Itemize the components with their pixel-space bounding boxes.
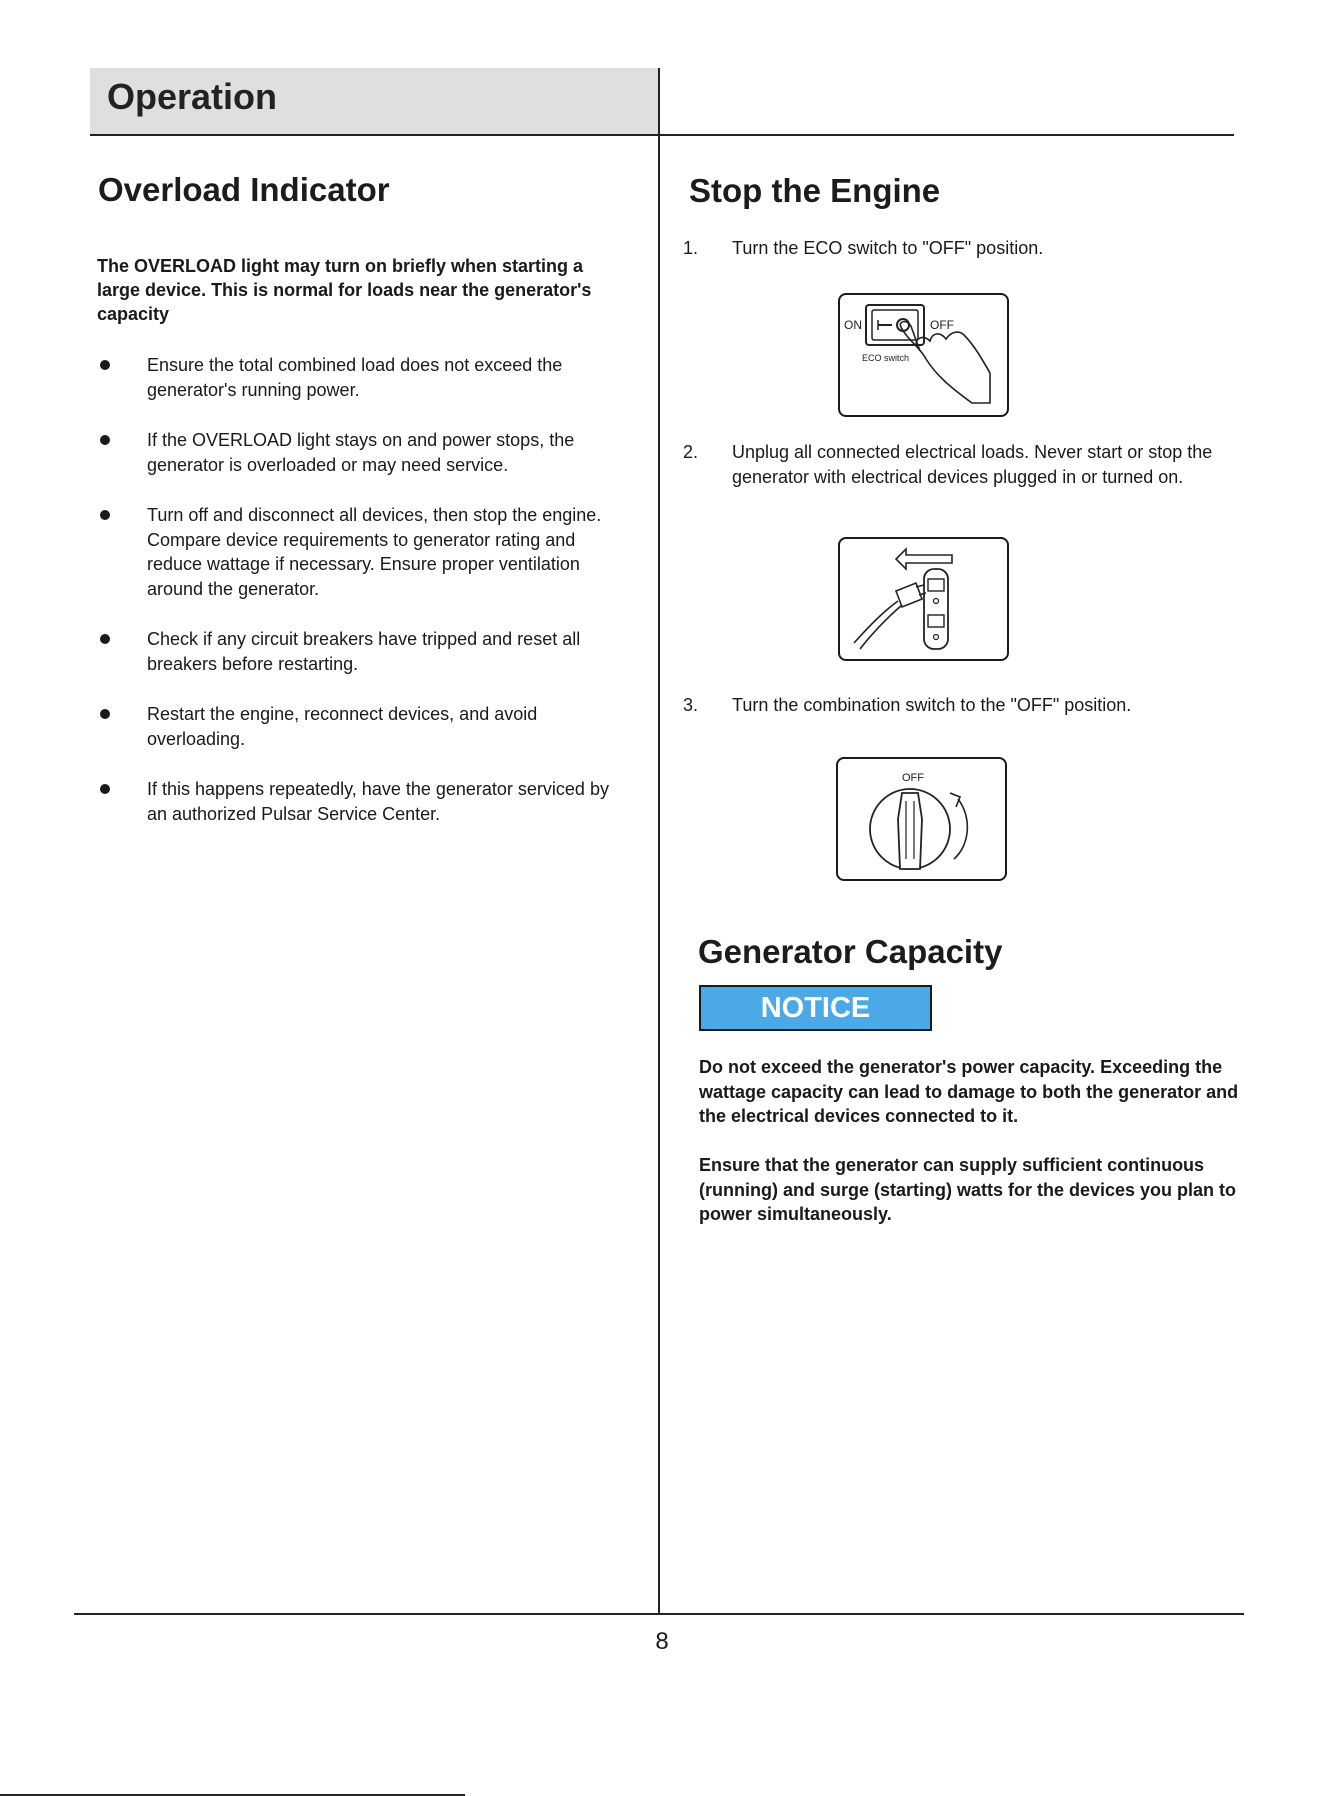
page-number: 8: [655, 1628, 669, 1655]
header-rule: [90, 134, 1234, 136]
generator-capacity-heading: Generator Capacity: [698, 933, 1003, 970]
bullet-text: Check if any circuit breakers have tripped and reset all breakers before restarting.: [147, 629, 581, 674]
notice-label: NOTICE: [760, 992, 871, 1024]
list-item: [97, 627, 617, 676]
notice-badge: [699, 985, 932, 1031]
bullet-text: If this happens repeatedly, have the generator serviced by an authorized Pulsar Service Center.: [147, 779, 609, 824]
step-text: Turn the combination switch to the "OFF" position.: [732, 695, 1132, 715]
combination-switch-illustration: [838, 759, 1004, 878]
overload-bullet-list: [97, 353, 617, 826]
step-number: 2.: [683, 442, 699, 462]
bullet-text: Ensure the total combined load does not exceed the generator's running power.: [147, 355, 563, 400]
eco-switch-illustration: [840, 295, 1006, 414]
notice-paragraph-1: Do not exceed the generator's power capacity. Exceeding the wattage capacity can lead to damage to both the generator and the electrical devices connected to it.: [699, 1057, 1239, 1126]
eco-on-label: ON: [844, 318, 862, 332]
step-text: Turn the ECO switch to "OFF" position.: [732, 238, 1044, 258]
list-item: [97, 702, 617, 751]
step-1: [683, 236, 1243, 262]
stop-engine-heading: Stop the Engine: [689, 172, 941, 209]
bullet-icon: [100, 435, 110, 445]
bullet-icon: [100, 784, 110, 794]
overload-lead-text: The OVERLOAD light may turn on briefly when starting a large device. This is normal for loads near the generator's capacity: [97, 256, 592, 324]
step-2: [683, 440, 1243, 520]
column-divider: [658, 68, 660, 1614]
notice-paragraph-2: Ensure that the generator can supply sufficient continuous (running) and surge (starting) watts for the devices you plan to power simultaneously.: [699, 1155, 1237, 1224]
unplug-illustration: [840, 539, 1006, 658]
list-item: [97, 777, 617, 826]
list-item: [97, 428, 617, 477]
step-text: Unplug all connected electrical loads. Never start or stop the generator with electrical devices plugged in or turned on.: [732, 442, 1213, 487]
bottom-edge-rule: [0, 1794, 465, 1796]
section-title: Operation: [107, 76, 278, 117]
step-number: 3.: [683, 695, 699, 715]
bullet-text: If the OVERLOAD light stays on and power stops, the generator is overloaded or may need service.: [147, 430, 575, 475]
section-header: [90, 68, 658, 134]
bullet-text: Restart the engine, reconnect devices, and avoid overloading.: [147, 704, 538, 749]
bullet-icon: [100, 360, 110, 370]
footer-rule: [74, 1613, 1244, 1615]
combo-off-label: OFF: [902, 772, 924, 784]
step-number: 1.: [683, 238, 699, 258]
eco-off-label: OFF: [930, 318, 954, 332]
list-item: [97, 503, 607, 601]
step-3: [683, 693, 1243, 719]
bullet-icon: [100, 709, 110, 719]
eco-switch-caption: ECO switch: [862, 353, 910, 363]
unplug-figure: [838, 537, 1009, 661]
bullet-icon: [100, 510, 110, 520]
list-item: [97, 353, 617, 402]
combination-switch-figure: [836, 757, 1007, 881]
bullet-text: Turn off and disconnect all devices, then stop the engine. Compare device requirements to generator rating and reduce wattage if necessary. Ensure proper ventilation around the generator.: [147, 505, 602, 599]
overload-heading: Overload Indicator: [98, 171, 390, 208]
bullet-icon: [100, 634, 110, 644]
eco-switch-figure: [838, 293, 1009, 417]
